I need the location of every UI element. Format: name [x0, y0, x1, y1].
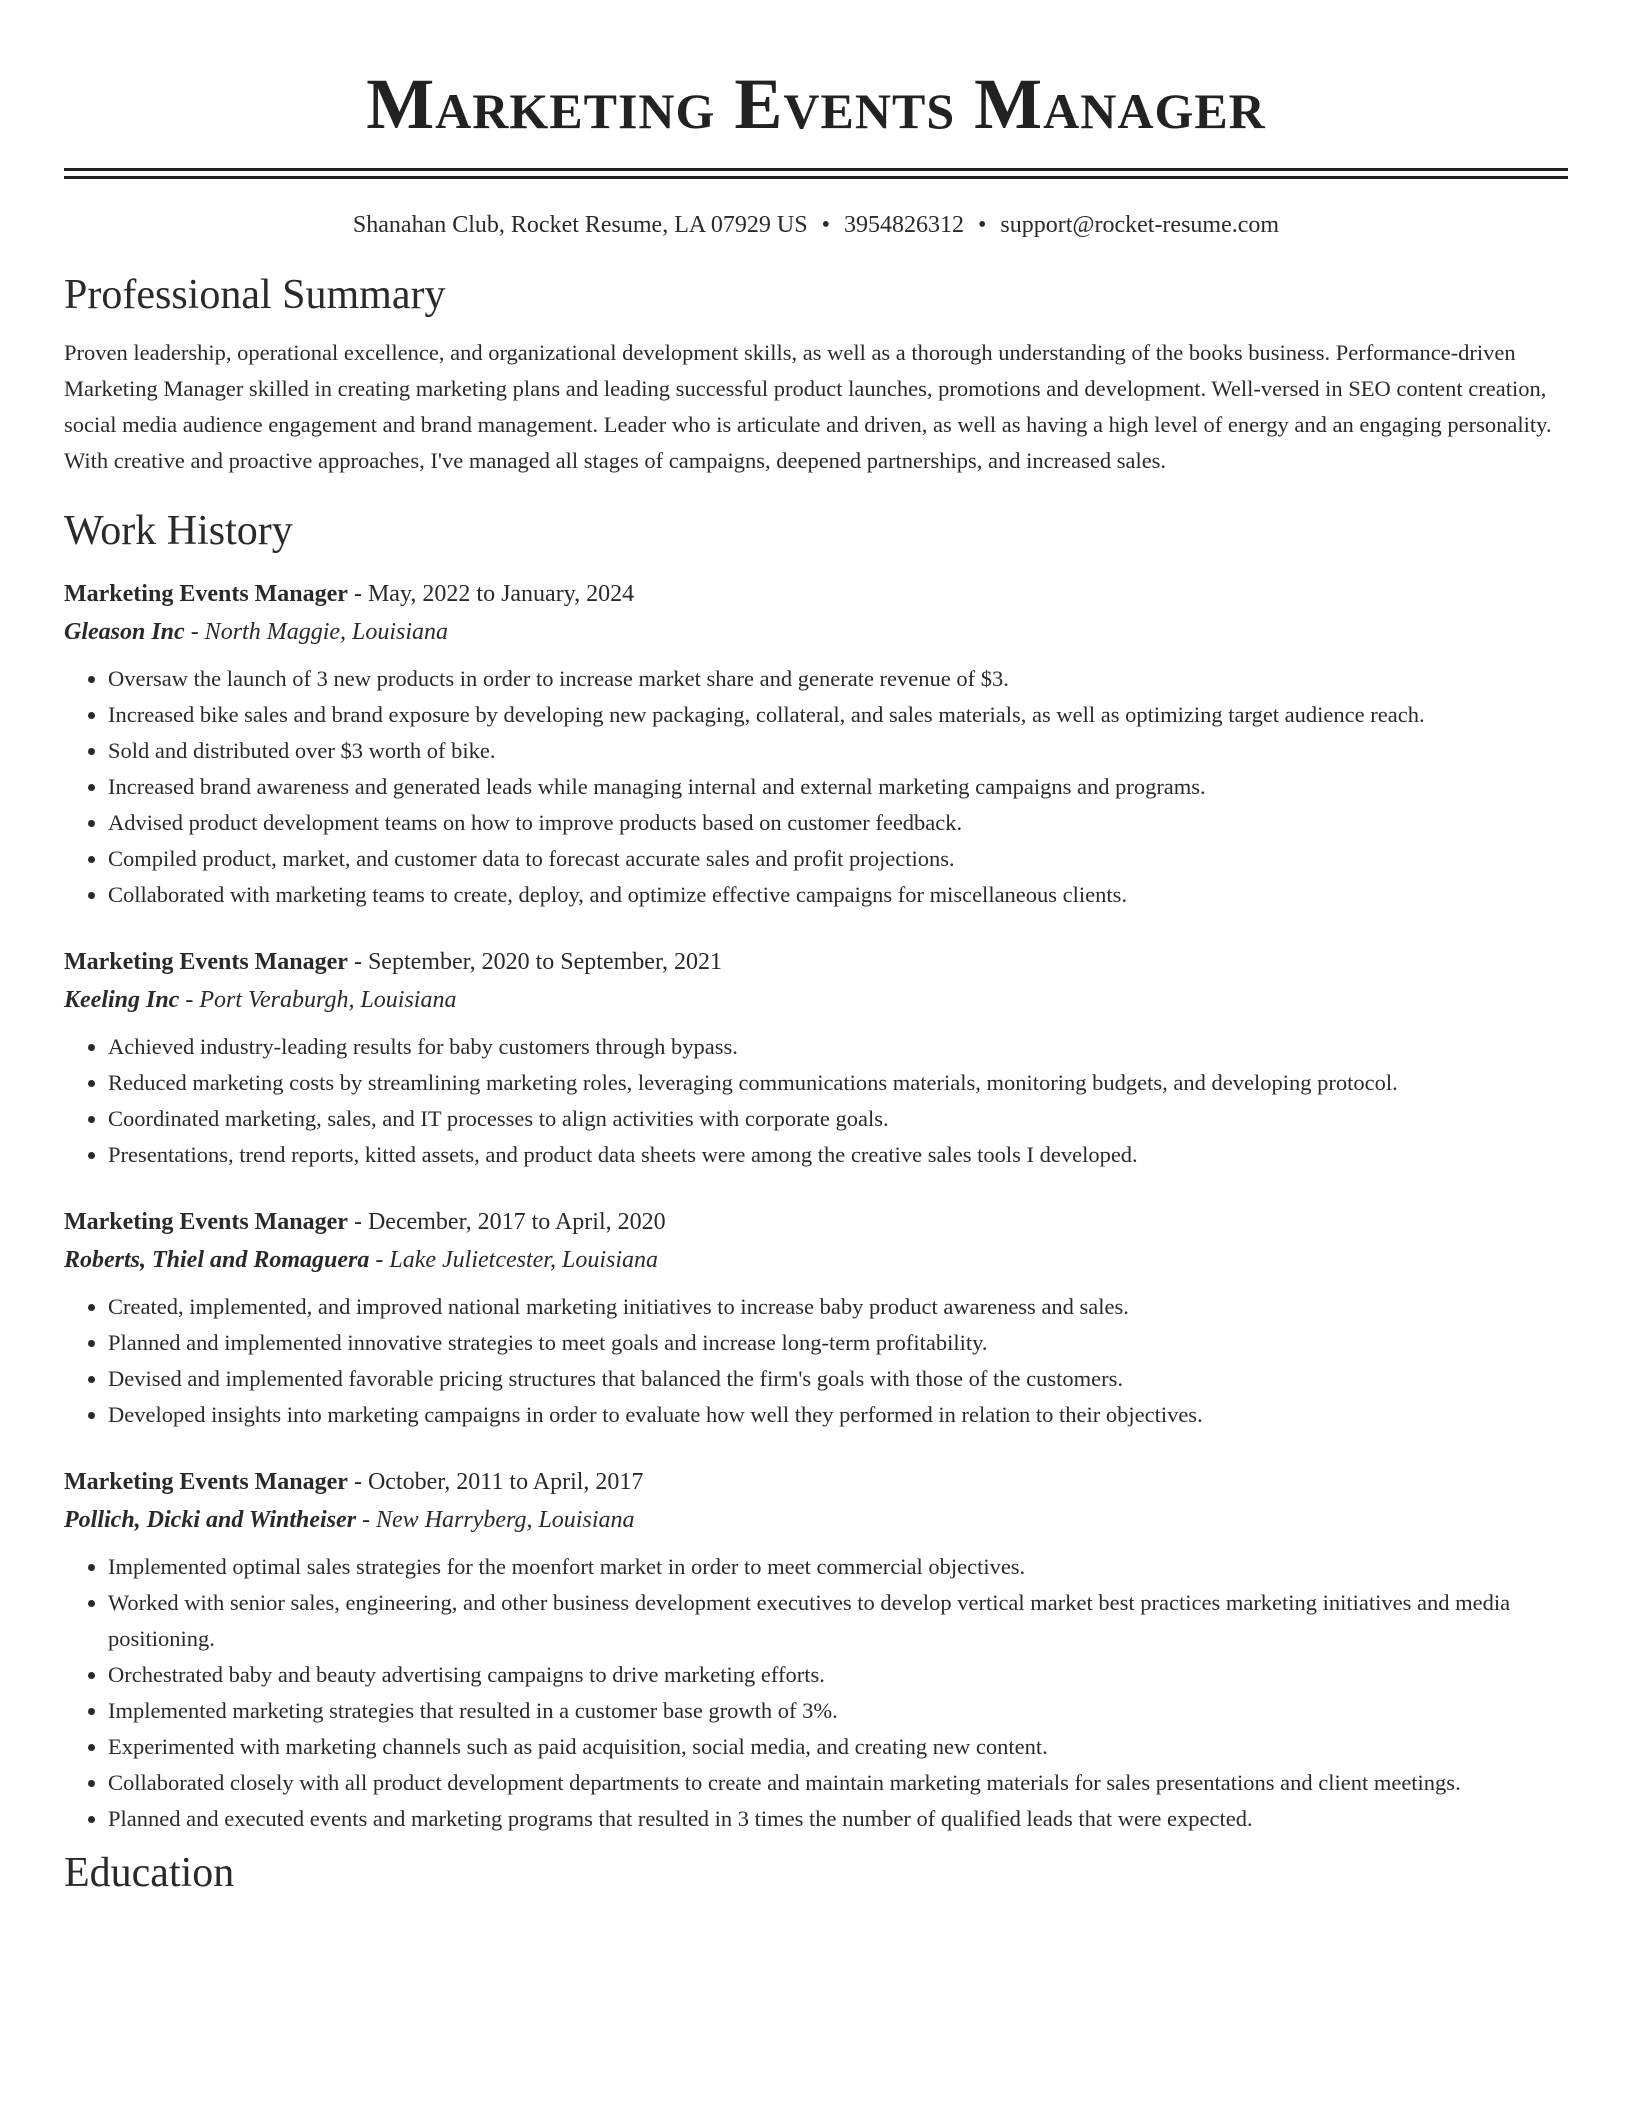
- list-item: • Devised and implemented favorable pricing structures that balanced the firm's goals with those of the customers.: [108, 1361, 1568, 1397]
- company-name: Pollich, Dicki and Wintheiser: [64, 1507, 357, 1533]
- list-item: • Implemented marketing strategies that resulted in a customer base growth of 3%.: [108, 1693, 1568, 1729]
- job-dates: - September, 2020 to September, 2021: [347, 949, 722, 975]
- company-line: [64, 613, 1568, 651]
- job-bullets: [64, 1549, 1568, 1837]
- list-item: • Advised product development teams on how to improve products based on customer feedback.: [108, 805, 1568, 841]
- job-header: [64, 1203, 1568, 1241]
- list-item: • Implemented optimal sales strategies for the moenfort market in order to meet commercial objectives.: [108, 1549, 1568, 1585]
- list-item: • Reduced marketing costs by streamlining marketing roles, leveraging communications materials, monitoring budgets, and developing protocol.: [108, 1065, 1568, 1101]
- summary-text: Proven leadership, operational excellence, and organizational development skills, as well as a thorough understanding of the books business. Performance-driven Marketing Manager skilled in creating marketing plans and leading successful product launches, promotions and development. Well-versed in SEO content creation, social media audience engagement and brand management. Leader who is articulate and driven, as well as having a high level of energy and an engaging personality. With creative and proactive approaches, I've managed all stages of campaigns, deepened partnerships, and increased sales.: [64, 340, 1552, 473]
- list-item: • Planned and executed events and marketing programs that resulted in 3 times the number of qualified leads that were expected.: [108, 1801, 1568, 1837]
- list-item: • Presentations, trend reports, kitted assets, and product data sheets were among the creative sales tools I developed.: [108, 1137, 1568, 1173]
- job-title: Marketing Events Manager: [64, 949, 348, 975]
- company-line: [64, 1241, 1568, 1279]
- contact-phone: 3954826312: [843, 212, 964, 238]
- job-title: Marketing Events Manager: [64, 581, 348, 607]
- work-history-list: [64, 575, 1568, 1837]
- list-item: • Worked with senior sales, engineering, and other business development executives to develop vertical market best practices marketing initiatives and media positioning.: [108, 1585, 1568, 1657]
- title-divider: [64, 168, 1568, 179]
- resume-title: Marketing Events Manager: [366, 64, 1266, 144]
- list-item: • Developed insights into marketing campaigns in order to evaluate how well they performed in relation to their objectives.: [108, 1397, 1568, 1433]
- job-entry: [64, 1203, 1568, 1433]
- job-entry: [64, 943, 1568, 1173]
- contact-line: [64, 209, 1568, 241]
- company-line: [64, 1501, 1568, 1539]
- job-entry: [64, 1463, 1568, 1837]
- company-location: - New Harryberg, Louisiana: [356, 1507, 635, 1533]
- company-line: [64, 981, 1568, 1019]
- list-item: • Oversaw the launch of 3 new products in order to increase market share and generate revenue of $3.: [108, 661, 1568, 697]
- list-item: • Experimented with marketing channels such as paid acquisition, social media, and creating new content.: [108, 1729, 1568, 1765]
- company-name: Roberts, Thiel and Romaguera: [64, 1247, 370, 1273]
- job-dates: - December, 2017 to April, 2020: [347, 1209, 666, 1235]
- job-title: Marketing Events Manager: [64, 1209, 348, 1235]
- job-entry: [64, 575, 1568, 913]
- company-name: Keeling Inc: [64, 987, 180, 1013]
- list-item: • Planned and implemented innovative strategies to meet goals and increase long-term profitability.: [108, 1325, 1568, 1361]
- work-history-heading: Work History: [64, 508, 293, 554]
- job-bullets: [64, 1289, 1568, 1433]
- job-title: Marketing Events Manager: [64, 1469, 348, 1495]
- list-item: • Created, implemented, and improved national marketing initiatives to increase baby product awareness and sales.: [108, 1289, 1568, 1325]
- contact-address: Shanahan Club, Rocket Resume, LA 07929 US: [352, 212, 808, 238]
- list-item: • Orchestrated baby and beauty advertising campaigns to drive marketing efforts.: [108, 1657, 1568, 1693]
- job-bullets: [64, 661, 1568, 913]
- job-dates: - May, 2022 to January, 2024: [347, 581, 635, 607]
- list-item: • Sold and distributed over $3 worth of bike.: [108, 733, 1568, 769]
- company-location: - Lake Julietcester, Louisiana: [369, 1247, 658, 1273]
- list-item: • Coordinated marketing, sales, and IT processes to align activities with corporate goals.: [108, 1101, 1568, 1137]
- job-bullets: [64, 1029, 1568, 1173]
- list-item: • Achieved industry-leading results for baby customers through bypass.: [108, 1029, 1568, 1065]
- job-header: [64, 943, 1568, 981]
- list-item: • Compiled product, market, and customer data to forecast accurate sales and profit projections.: [108, 841, 1568, 877]
- list-item: • Collaborated closely with all product development departments to create and maintain marketing materials for sales presentations and client meetings.: [108, 1765, 1568, 1801]
- job-header: [64, 1463, 1568, 1501]
- education-heading: Education: [64, 1850, 235, 1896]
- job-dates: - October, 2011 to April, 2017: [347, 1469, 644, 1495]
- contact-email: support@rocket-resume.com: [1000, 212, 1280, 238]
- contact-separator: •: [977, 212, 987, 238]
- company-name: Gleason Inc: [64, 619, 185, 645]
- list-item: • Increased brand awareness and generated leads while managing internal and external marketing campaigns and programs.: [108, 769, 1568, 805]
- list-item: • Increased bike sales and brand exposure by developing new packaging, collateral, and sales materials, as well as optimizing target audience reach.: [108, 697, 1568, 733]
- company-location: - Port Veraburgh, Louisiana: [179, 987, 457, 1013]
- contact-separator: •: [821, 212, 830, 238]
- company-location: - North Maggie, Louisiana: [184, 619, 449, 645]
- job-header: [64, 575, 1568, 613]
- list-item: • Collaborated with marketing teams to create, deploy, and optimize effective campaigns for miscellaneous clients.: [108, 877, 1568, 913]
- summary-heading: Professional Summary: [64, 272, 446, 318]
